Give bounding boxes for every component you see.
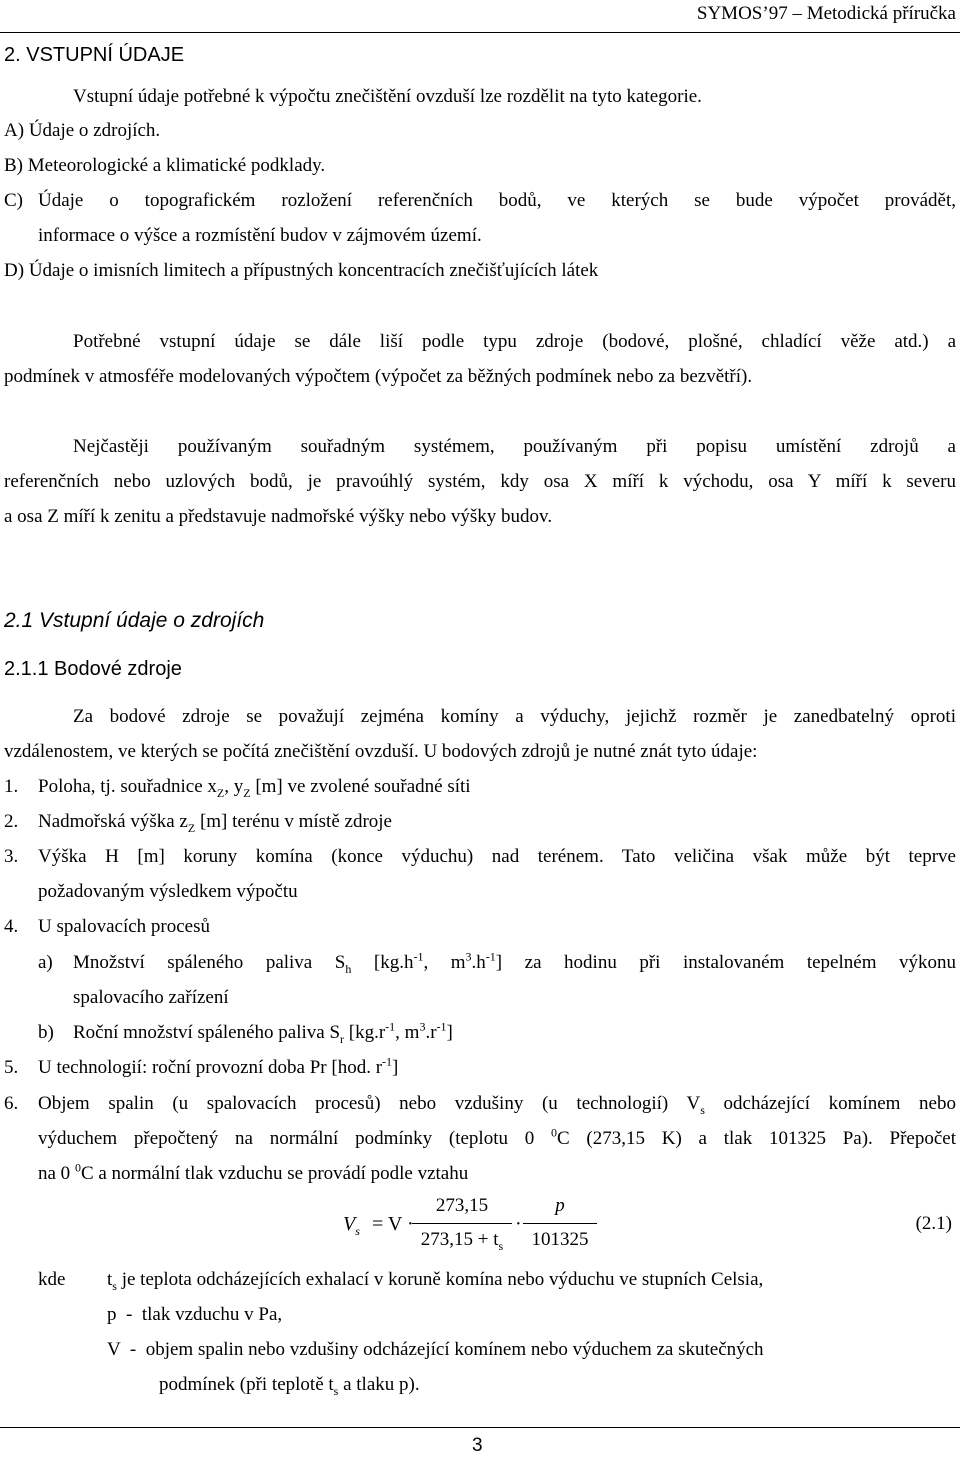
footer-rule xyxy=(0,1427,960,1428)
category-marker: B) xyxy=(4,155,23,176)
fraction-2-bar xyxy=(523,1223,597,1224)
item-1-number: 1. xyxy=(4,776,19,797)
item-3-line1: Výška H [m] koruny komína (konce výduchu) nad terénem. Tato veličina však může být teprve xyxy=(38,846,956,867)
item-5-text: U technologií: roční provozní doba Pr [hod. $r^{-1}$] xyxy=(38,1054,399,1078)
category-marker: A) xyxy=(4,120,25,141)
legend-line2: p - tlak vzduchu v Pa, xyxy=(107,1304,283,1325)
category-d xyxy=(4,261,598,280)
item-4b-text: Roční množství spáleného paliva $S_r$ [$kg.r^{-1}$, $m^3.r^{-1}$] xyxy=(73,1019,453,1046)
subsubsection-heading: 2.1.1 Bodové zdroje xyxy=(4,658,182,680)
category-marker: D) xyxy=(4,260,25,281)
item-4a-marker: a) xyxy=(38,952,53,973)
item-6-line1: Objem spalin (u spalovacích procesů) nebo vzdušiny (u technologií) $V_s$ odcházející komínem nebo xyxy=(38,1093,956,1117)
equation-dot: · xyxy=(515,1213,522,1235)
category-c-marker: C) xyxy=(4,190,23,211)
item-5-number: 5. xyxy=(4,1057,19,1078)
item-4a-line1: Množství spáleného paliva $S_h$ [$kg.h^{-1}$, $m^3.h^{-1}$] za hodinu při instalovaném tepelném výkonu xyxy=(73,949,956,976)
category-text: Údaje o imisních limitech a přípustných koncentracích znečišťujících látek xyxy=(28,260,599,281)
category-text: Meteorologické a klimatické podklady. xyxy=(27,155,326,176)
category-a xyxy=(4,121,160,140)
running-header: SYMOS’97 – Metodická příručka xyxy=(696,3,956,24)
point-sources-intro-line2: vzdálenostem, ve kterých se počítá znečištění ovzduší. U bodových zdrojů je nutné znát tyto údaje: xyxy=(4,741,758,762)
item-3-number: 3. xyxy=(4,846,19,867)
item-4b-marker: b) xyxy=(38,1022,54,1043)
item-2-text: Nadmořská výška $z_Z$ [m] terénu v místě zdroje xyxy=(38,811,392,835)
equation-equals: = V · xyxy=(372,1213,414,1235)
para3-line3: a osa Z míří k zenitu a představuje nadmořské výšky nebo výšky budov. xyxy=(4,506,553,527)
item-6-line2: výduchem přepočtený na normální podmínky (teplotu 0 $^0$C (273,15 K) a tlak 101325 Pa). Přepočet xyxy=(38,1125,956,1149)
category-text: Údaje o zdrojích. xyxy=(28,120,161,141)
category-c-line1: Údaje o topografickém rozložení referenčních bodů, ve kterých se bude výpočet provádět, xyxy=(38,190,956,211)
item-2-number: 2. xyxy=(4,811,19,832)
item-3-line2: požadovaným výsledkem výpočtu xyxy=(38,881,298,902)
para3-line1: Nejčastěji používaným souřadným systémem, používaným při popisu umístění zdrojů a xyxy=(73,436,956,457)
category-b xyxy=(4,156,325,175)
point-sources-intro-line1: Za bodové zdroje se považují zejména komíny a výduchy, jejichž rozměr je zanedbatelný oproti xyxy=(73,706,956,727)
legend-line4: podmínek (při teplotě $t_s$ a tlaku p). xyxy=(159,1374,420,1398)
item-4a-line2: spalovacího zařízení xyxy=(73,987,229,1008)
item-4-text: U spalovacích procesů xyxy=(38,916,210,937)
para2-line2: podmínek v atmosféře modelovaných výpočtem (výpočet za běžných podmínek nebo za bezvětří). xyxy=(4,366,753,387)
legend-kde: kde xyxy=(38,1269,66,1290)
item-1-text: Poloha, tj. souřadnice $x_Z$, $y_Z$ [m] ve zvolené souřadné síti xyxy=(38,776,471,800)
section-intro: Vstupní údaje potřebné k výpočtu znečištění ovzduší lze rozdělit na tyto kategorie. xyxy=(73,86,702,107)
header-rule xyxy=(0,32,960,33)
legend-line1: $t_s$ je teplota odcházejících exhalací v koruně komína nebo výduchu ve stupních Celsia, xyxy=(107,1269,764,1293)
para2-line1: Potřebné vstupní údaje se dále liší podle typu zdroje (bodové, plošné, chladící věže atd.) a xyxy=(73,331,956,352)
legend-line3: V - objem spalin nebo vzdušiny odcházející komínem nebo výduchem za skutečných xyxy=(107,1339,764,1360)
page-number: 3 xyxy=(472,1435,483,1456)
fraction-1-bar xyxy=(412,1223,512,1224)
item-4-number: 4. xyxy=(4,916,19,937)
fraction-2-numerator: p xyxy=(555,1195,565,1216)
category-c-line2: informace o výšce a rozmístění budov v zájmovém území. xyxy=(38,225,482,246)
item-6-line3: na 0 $^0$C a normální tlak vzduchu se provádí podle vztahu xyxy=(38,1160,469,1184)
fraction-1-numerator: 273,15 xyxy=(435,1195,489,1216)
item-6-number: 6. xyxy=(4,1093,19,1114)
para3-line2: referenčních nebo uzlových bodů, je pravoúhlý systém, kdy osa X míří k východu, osa Y míří k severu xyxy=(4,471,956,492)
subsection-heading: 2.1 Vstupní údaje o zdrojích xyxy=(4,609,265,632)
section-heading: 2. VSTUPNÍ ÚDAJE xyxy=(4,44,185,66)
fraction-2-denominator: 101325 xyxy=(531,1229,589,1250)
equation-lhs: $V_s$ xyxy=(343,1213,360,1238)
fraction-1-denominator: $273,15 + t_s$ xyxy=(420,1229,504,1253)
equation-label: (2.1) xyxy=(915,1213,952,1234)
